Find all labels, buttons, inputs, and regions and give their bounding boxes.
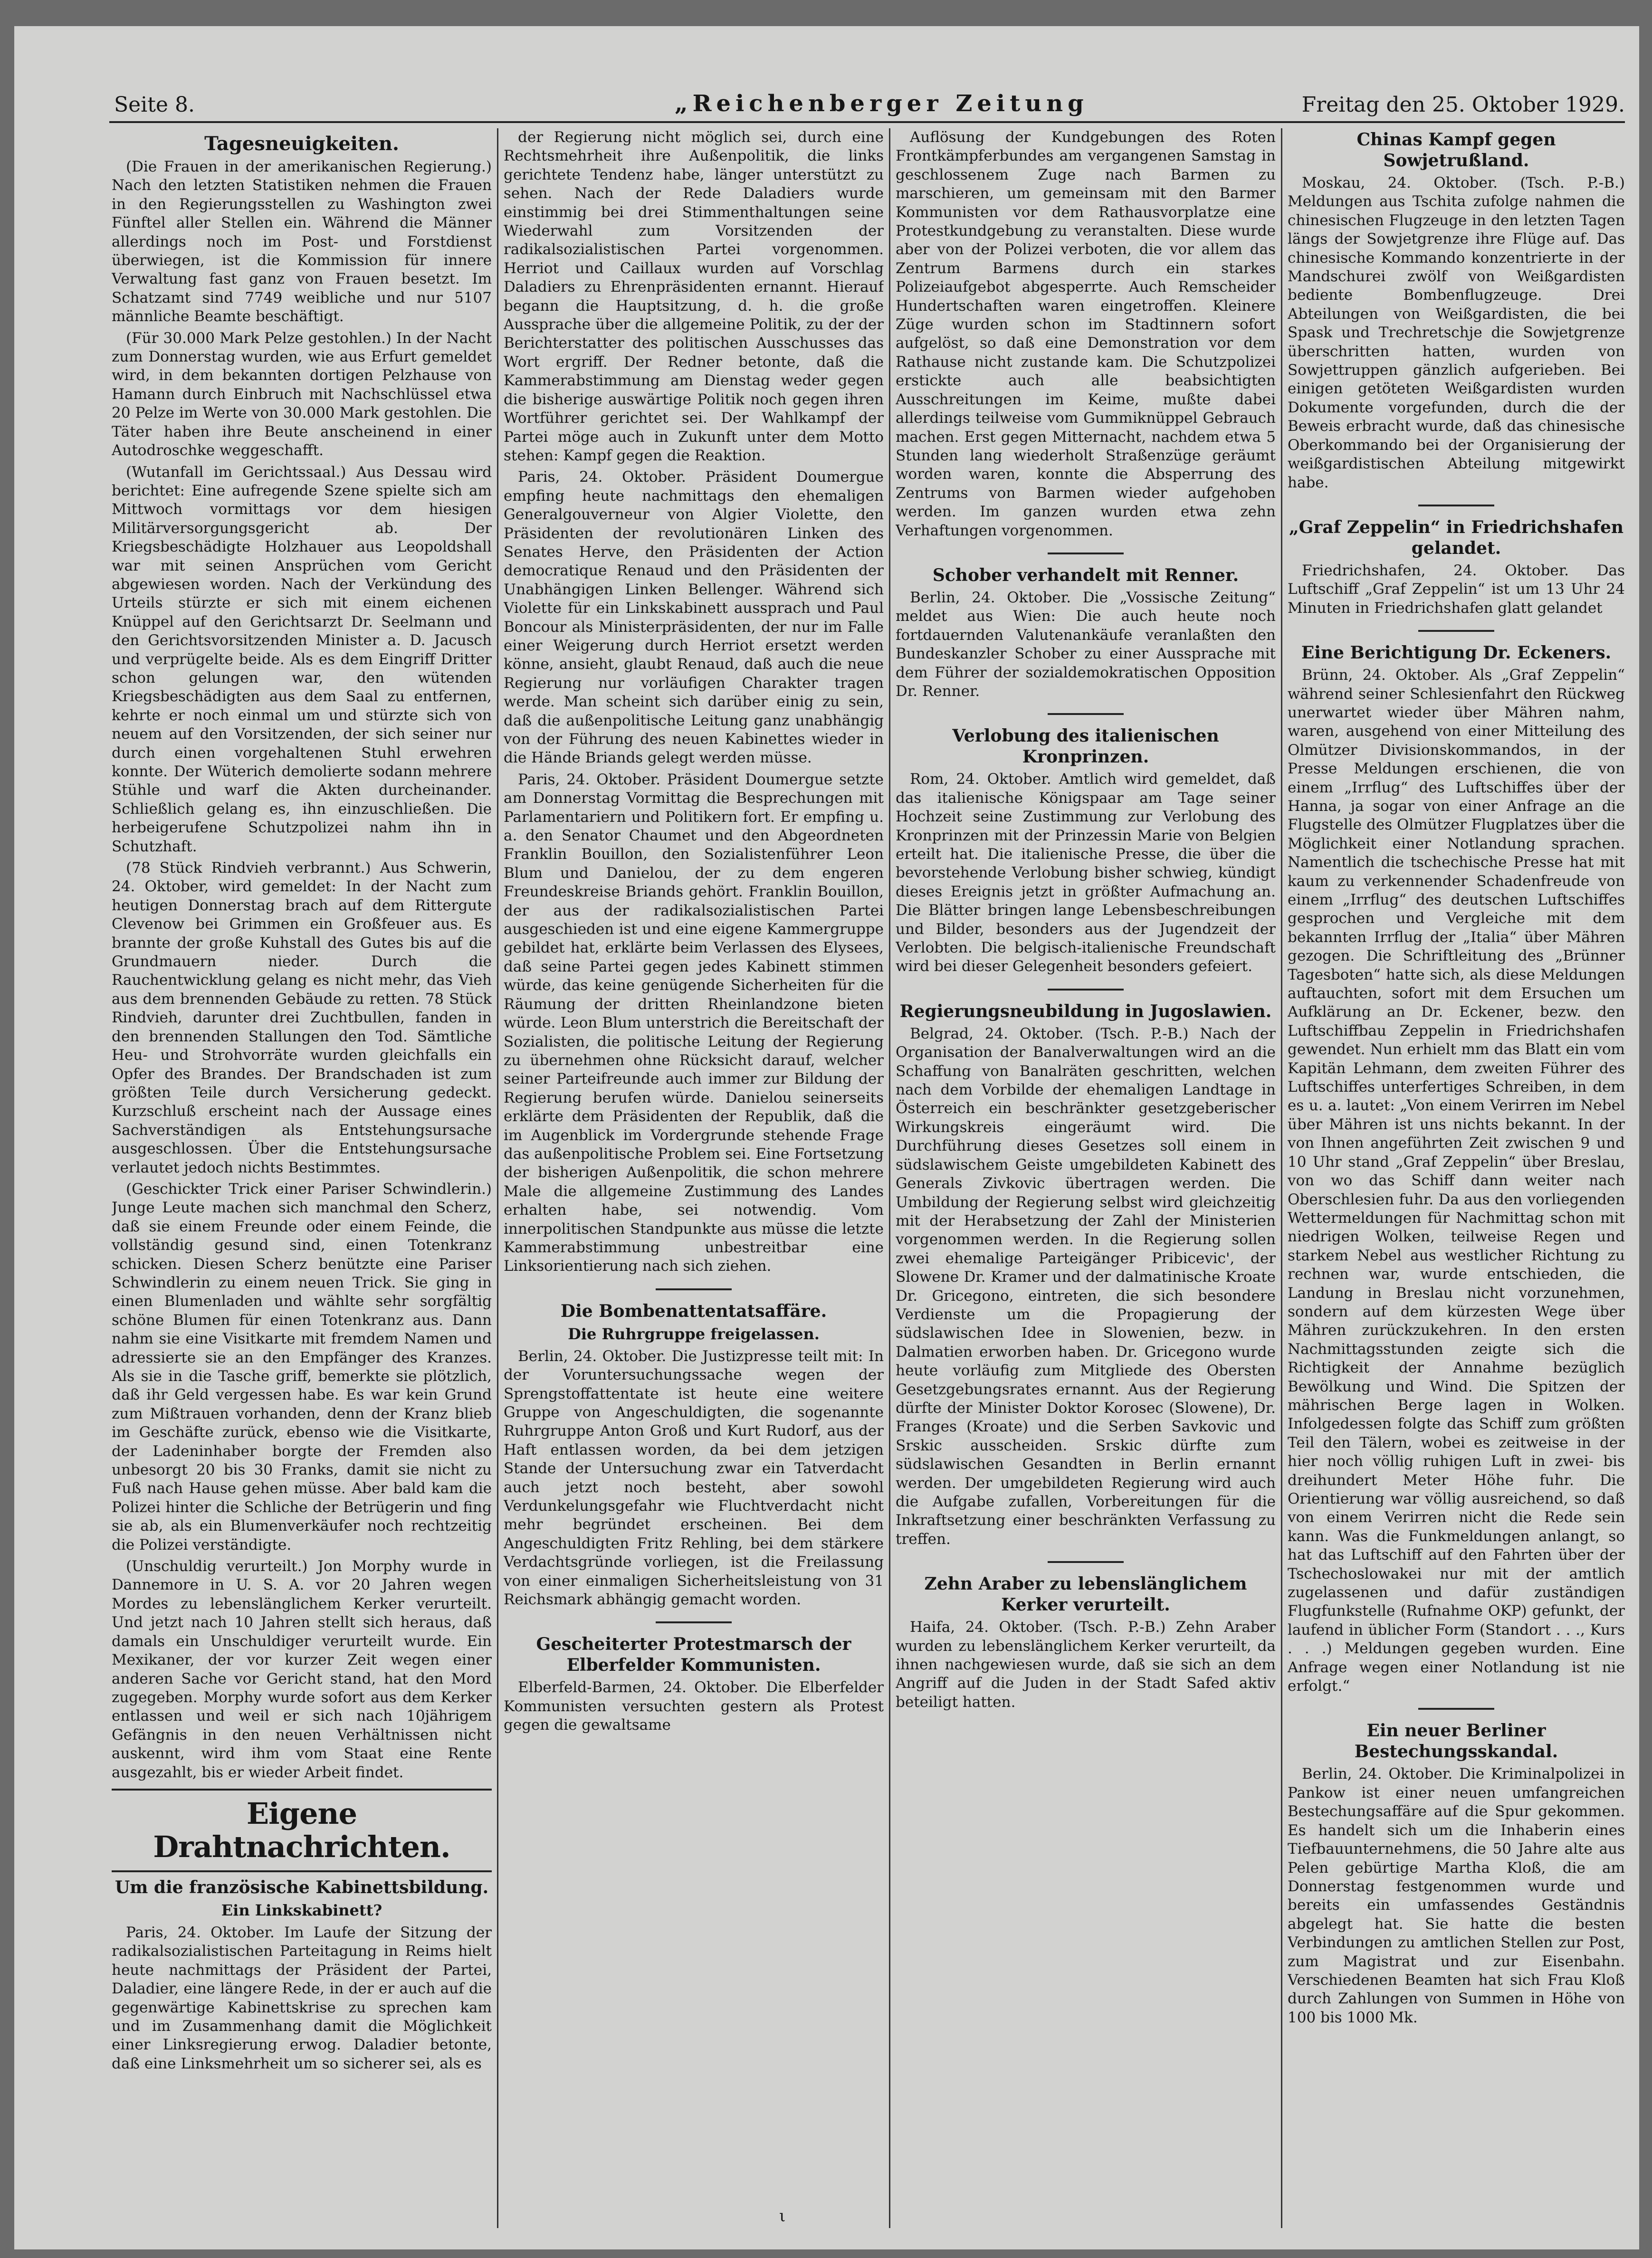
article-headline: Eine Berichtigung Dr. Eckeners. bbox=[1301, 643, 1612, 663]
newspaper-title: „Reichenberger Zeitung bbox=[675, 90, 1089, 117]
article-headline: „Graf Zeppelin“ in Friedrichshafen gelandet. bbox=[1289, 517, 1624, 558]
article-paragraph: Belgrad, 24. Oktober. (Tsch. P.-B.) Nach der Organisation der Banalverwaltungen wird an die Schaffung von Banalräten geschritten, welchen nach dem Vorbilde der ehemaligen Landtage in Österreich ein beschränkter gesetzgeberischer Wirkungskreis eingeräumt wird. Die Durchführung dieses Gesetzes soll einem in südslawischem Geiste umgebildeten Kabinett des Generals Zivkovic übertragen werden. Die Umbildung der Regierung selbst wird gleichzeitig mit der Herabsetzung der Zahl der Ministerien vorgenommen werden. In die Regierung sollen zwei ehemalige Parteigänger Pribicevic', der Slowene Dr. Kramer und der dalmatinische Kroate Dr. Gricegono, eintreten, die sich besondere Verdienste um die Propagierung der südslawischen Idee in Slowenien, bezw. in Dalmatien erworben haben. Dr. Gricegono wurde heute vorläufig zum Mitgliede des Obersten Gesetzgebungsrates ernannt. Aus der Regierung dürfte der Minister Doktor Korosec (Slowene), Dr. Franges (Kroate) und die Serben Savkovic und Srskic ausscheiden. Srskic dürfte zum südslawischen Gesandten in Berlin ernannt werden. Der umgebildeten Regierung wird auch die Aufgabe zufallen, Vorbereitungen für die Inkraftsetzung einer beschränkten Verfassung zu treffen. bbox=[896, 1025, 1276, 1548]
column-1 bbox=[112, 128, 492, 2238]
section-rule bbox=[112, 1870, 492, 1872]
page-number: Seite 8. bbox=[114, 93, 195, 117]
article-headline: Die Bombenattentatsaffäre. bbox=[560, 1301, 827, 1321]
newspaper-page bbox=[14, 26, 1639, 2249]
article-paragraph: (Geschickter Trick einer Pariser Schwindlerin.) Junge Leute machen sich manchmal den Scherz, daß sie einem Freunde oder einem Feinde, die vollständig gesund sind, einen Totenkranz schicken. Diesen Scherz benützte eine Pariser Schwindlerin zu einem neuen Trick. Sie ging in einen Blumenladen und wählte sehr sorgfältig schöne Blumen für einen Totenkranz aus. Dann nahm sie eine Visitkarte mit fremdem Namen und adressierte sie an den Empfänger des Kranzes. Als sie in die Tasche griff, bemerkte sie plötzlich, daß ihr Geld vergessen habe. Es war kein Grund zum Mißtrauen vorhanden, denn der Kranz blieb im Geschäfte zurück, ebenso wie die Visitkarte, der Ladeninhaber borgte der Fremden also unbesorgt 20 bis 30 Franks, damit sie nicht zu Fuß nach Hause gehen müsse. Aber bald kam die Polizei hinter die Schliche der Betrügerin und fing sie ab, als ein Blumenverkäufer noch rechtzeitig die Polizei verständigte. bbox=[112, 1180, 492, 1553]
article-paragraph: Paris, 24. Oktober. Präsident Doumergue empfing heute nachmittags den ehemaligen Generalgouverneur von Algier Violette, den Präsidenten der revolutionären Linken des Senates Herve, den Präsidenten der Action democratique Renaud und den Präsidenten der Unabhängigen Linken Bellenger. Während sich Violette für ein Linkskabinett aussprach und Paul Boncour als Ministerpräsidenten, der nur im Falle einer Weigerung durch Herriot ersetzt werden könne, ansieht, glaubt Renaud, daß auch die neue Regierung nur vorläufigen Charakter tragen werde. Man scheint sich darüber einig zu sein, daß die außenpolitische Leitung ganz unabhängig von der Führung des neuen Kabinettes wieder in die Hände Briands gelegt werden müsse. bbox=[504, 468, 884, 767]
article-headline: Verlobung des italienischen Kronprinzen. bbox=[952, 726, 1219, 767]
article-separator bbox=[656, 1288, 732, 1290]
article-subheadline: Die Ruhrgruppe freigelassen. bbox=[568, 1324, 820, 1343]
article-paragraph: (Für 30.000 Mark Pelze gestohlen.) In der Nacht zum Donnerstag wurden, wie aus Erfurt gemeldet wird, in dem bekannten dortigen Pelzhause von Hamann durch Einbruch mit Nachschlüssel etwa 20 Pelze im Werte von 30.000 Mark gestohlen. Die Täter haben ihre Beute anscheinend in einer Autodroschke weggeschafft. bbox=[112, 329, 492, 459]
article-separator bbox=[1048, 1561, 1124, 1563]
article-headline: Ein neuer Berliner Bestechungsskandal. bbox=[1354, 1721, 1558, 1762]
issue-date: Freitag den 25. Oktober 1929. bbox=[1301, 93, 1625, 117]
article-paragraph: Brünn, 24. Oktober. Als „Graf Zeppelin“ während seiner Schlesienfahrt den Rückweg unerwartet wieder über Mähren nahm, waren, ausgehend von einer Mitteilung des Olmützer Divisionskommandos, in der Presse Meldungen erschienen, die von einem „Irrflug“ des Luftschiffes über der Hanna, ja sogar von einer Anfrage an die Flugstelle des Olmützer Flugplatzes über die Möglichkeit einer Notlandung sprachen. Namentlich die tschechische Presse hat mit kaum zu verkennender Schadenfreude von einem „Irrflug“ des deutschen Luftschiffes gesprochen und Vergleiche mit dem bekannten Irrflug der „Italia“ über Mähren gezogen. Die Schriftleitung des „Brünner Tagesboten“ hatte sich, als diese Meldungen auftauchten, sofort mit dem Ersuchen um Aufklärung an Dr. Eckener, bezw. den Luftschiffbau Zeppelin in Friedrichshafen gewendet. Nun erhielt mm das Blatt ein vom Kapitän Lehmann, dem zweiten Führer des Luftschiffes unterfertiges Schreiben, in dem es u. a. lautet: „Von einem Verirren im Nebel über Mähren ist uns nichts bekannt. In der von Ihnen angeführten Zeit zwischen 9 und 10 Uhr stand „Graf Zeppelin“ über Breslau, von wo das Schiff dann weiter nach Oberschlesien fuhr. Da aus den vorliegenden Wettermeldungen für Nachmittag schon mit niedrigen Wolken, teilweise Regen und starkem Nebel aus westlicher Richtung zu rechnen war, wurde entschieden, die Landung in Breslau nicht vorzunehmen, sondern auf dem kürzesten Wege über Mähren zurückzukehren. In den ersten Nachmittagsstunden zeigte sich die Richtigkeit der Annahme bezüglich Bewölkung und Wind. Die Spitzen der mährischen Berge lagen in Wolken. Infolgedessen folgte das Schiff zum größten Teil den Tälern, wobei es zeitweise in der hier noch völlig ruhigen Luft in zwei- bis dreihundert Meter Höhe fuhr. Die Orientierung war völlig ausreichend, so daß von einem Verirren nicht die Rede sein kann. Was die Funkmeldungen anlangt, so hat das Luftschiff auf den Fahrten über der Tschechoslowakei nur mit der amtlich zugelassenen und dafür zuständigen Flugfunkstelle (Rufnahme OKP) gefunkt, der laufend in üblicher Form (Standort . . ., Kurs . . .) Meldungen gegeben wurden. Eine Anfrage wegen einer Notlandung ist nie erfolgt.“ bbox=[1288, 667, 1625, 1695]
article-separator bbox=[1418, 630, 1494, 632]
article-separator bbox=[1418, 505, 1494, 506]
article-separator bbox=[1418, 1708, 1494, 1710]
article-paragraph: Berlin, 24. Oktober. Die Kriminalpolizei in Pankow ist einer neuen umfangreichen Bestechungsaffäre auf die Spur gekommen. Es handelt sich um die Inhaberin eines Tiefbauunternehmens, die 50 Jahre alte aus Pelen gebürtige Martha Kloß, die am Donnerstag festgenommen wurde und bereits ein umfassendes Geständnis abgelegt hat. Sie hatte die besten Verbindungen zu amtlichen Stellen zur Post, zum Magistrat und zur Eisenbahn. Verschiedenen Beamten hat sich Frau Kloß durch Zahlungen von Summen in Höhe von 100 bis 1000 Mk. bbox=[1288, 1765, 1625, 2026]
article-paragraph: Rom, 24. Oktober. Amtlich wird gemeldet, daß das italienische Königspaar am Tage seiner Hochzeit seine Zustimmung zur Verlobung des Kronprinzen mit der Prinzessin Marie von Belgien erteilt hat. Die italienische Presse, die über die bevorstehende Verlobung bisher schwieg, kündigt dieses Ereignis jetzt in größter Aufmachung an. Die Blätter bringen lange Lebensbeschreibungen und Bilder, besonders aus der Jugendzeit der Verlobten. Die belgisch-italienische Freundschaft wird bei dieser Gelegenheit besonders gefeiert. bbox=[896, 771, 1276, 975]
article-headline: Schober verhandelt mit Renner. bbox=[932, 565, 1239, 585]
article-separator bbox=[656, 1621, 732, 1623]
header-rule bbox=[109, 121, 1625, 123]
article-headline: Gescheiterter Protestmarsch der Elberfelder Kommunisten. bbox=[536, 1634, 851, 1676]
article-headline: Regierungsneubildung in Jugoslawien. bbox=[899, 1001, 1272, 1021]
section-heading-drahtnachrichten: Eigene Drahtnachrichten. bbox=[153, 1796, 450, 1864]
section-rule bbox=[112, 1789, 492, 1791]
article-paragraph: Berlin, 24. Oktober. Die „Vossische Zeitung“ meldet aus Wien: Die auch heute noch fortdauernden Valutenankäufe veranlaßten den Bundeskanzler Schober zu einer Aussprache mit dem Führer der sozialdemokratischen Opposition Dr. Renner. bbox=[896, 589, 1276, 700]
article-paragraph: (Unschuldig verurteilt.) Jon Morphy wurde in Dannemore in U. S. A. vor 20 Jahren wegen Mordes zu lebenslänglichem Kerker verurteilt. Und jetzt nach 10 Jahren stellt sich heraus, daß damals ein Unschuldiger verurteilt wurde. Ein Mexikaner, der vor kurzer Zeit wegen einer anderen Sache vor Gericht stand, hat den Mord zugegeben. Morphy wurde sofort aus dem Kerker entlassen und weil er sich nach 10jährigem Gefängnis in den neuen Verhältnissen nicht auskennt, wird ihm vom Staat eine Rente ausgezahlt, bis er wieder Arbeit findet. bbox=[112, 1558, 492, 1781]
column-divider bbox=[889, 128, 890, 2228]
article-paragraph: der Regierung nicht möglich sei, durch eine Rechtsmehrheit ihre Außenpolitik, die links gerichtete Tendenz habe, länger unterstützt zu sehen. Nach der Rede Daladiers wurde einstimmig bei drei Stimmenthaltungen seine Wiederwahl zum Vorsitzenden der radikalsozialistischen Partei vorgenommen. Herriot und Caillaux wurden auf Vorschlag Daladiers zu Ehrenpräsidenten ernannt. Hierauf begann die Hauptsitzung, d. h. die große Aussprache über die allgemeine Politik, zu der der Berichterstatter des politischen Ausschusses das Wort ergriff. Der Redner betonte, daß die Kammerabstimmung am Dienstag weder gegen die bisherige auswärtige Politik noch gegen ihren Wortführer gerichtet sei. Der Wahlkampf der Partei möge auch in Zukunft unter dem Motto stehen: Kampf gegen die Reaktion. bbox=[504, 129, 884, 464]
article-paragraph: Berlin, 24. Oktober. Die Justizpresse teilt mit: In der Voruntersuchungssache wegen der Sprengstoffattentate ist heute eine weitere Gruppe von Angeschuldigten, die sogenannte Ruhrgruppe Anton Groß und Kurt Rudorf, aus der Haft entlassen worden, da bei dem jetzigen Stande der Untersuchung zwar ein Tatverdacht auch jetzt noch besteht, aber sowohl Verdunkelungsgefahr wie Fluchtverdacht nicht mehr begründet erscheinen. Bei dem Angeschuldigten Fritz Rehling, bei dem stärkere Verdachtsgründe vorliegen, ist die Freilassung von einer einmaligen Sicherheitsleistung von 31 Reichsmark abhängig gemacht worden. bbox=[504, 1347, 884, 1609]
article-paragraph: Auflösung der Kundgebungen des Roten Frontkämpferbundes am vergangenen Samstag in geschlossenem Zuge nach Barmen zu marschieren, um gemeinsam mit den Barmer Kommunisten vor dem Rathausvorplatze eine Protestkundgebung zu veranstalten. Diese wurde aber von der Polizei verboten, die vor allem das Zentrum Barmens durch ein starkes Polizeiaufgebot abgesperrte. Auch Remscheider Hundertschaften waren eingetroffen. Kleinere Züge wurden schon im Stadtinnern sofort aufgelöst, so daß eine Demonstration vor dem Rathause nicht zustande kam. Die Schutzpolizei erstickte auch alle beabsichtigten Ausschreitungen im Keime, mußte dabei allerdings teilweise vom Gummiknüppel Gebrauch machen. Erst gegen Mitternacht, nachdem etwa 5 Stunden lang wiederholt Straßenzüge geräumt worden waren, konnte die Absperrung des Zentrums von Barmen wieder aufgehoben werden. Im ganzen wurden etwa zehn Verhaftungen vorgenommen. bbox=[896, 129, 1276, 539]
article-paragraph: Moskau, 24. Oktober. (Tsch. P.-B.) Meldungen aus Tschita zufolge nahmen die chinesischen Flugzeuge in den letzten Tagen längs der Sowjetgrenze ihre Flüge auf. Das chinesische Kommando konzentrierte in der Mandschurei zwölf von Weißgardisten bediente Bombenflugzeuge. Drei Abteilungen von Weißgardisten, die bei Spask und Trechretschje die Sowjetgrenze überschritten hatten, wurden von Sowjettruppen gänzlich aufgerieben. Bei einigen getöteten Weißgardisten wurden Dokumente vorgefunden, durch die der Beweis erbracht wurde, daß das chinesische Oberkommando bei der Organisierung der weißgardistischen Abteilung mitgewirkt habe. bbox=[1288, 174, 1625, 491]
article-headline: Zehn Araber zu lebenslänglichem Kerker verurteilt. bbox=[924, 1574, 1247, 1615]
article-separator bbox=[1048, 989, 1124, 991]
article-paragraph: Haifa, 24. Oktober. (Tsch. P.-B.) Zehn Araber wurden zu lebenslänglichem Kerker verurteilt, da ihnen nachgewiesen wurde, daß sie sich an dem Angriff auf die Juden in der Stadt Safed aktiv beteiligt hatten. bbox=[896, 1619, 1276, 1711]
page-header bbox=[14, 26, 1639, 121]
article-subheadline: Ein Linkskabinett? bbox=[221, 1901, 382, 1919]
article-paragraph: Paris, 24. Oktober. Präsident Doumergue setzte am Donnerstag Vormittag die Besprechungen mit Parlamentariern und Politikern fort. Er empfing u. a. den Senator Chaumet und den Abgeordneten Franklin Bouillon, den Sozialistenführer Leon Blum und Danielou, der zu dem engeren Freundeskreise Briands gehört. Franklin Bouillon, der aus der radikalsozialistischen Partei ausgeschieden ist und eine eigene Kammergruppe gebildet hat, erklärte beim Verlassen des Elysees, daß seine Partei gegen jedes Kabinett stimmen würde, das keine genügende Sicherheiten für die Räumung der dritten Rheinlandzone bieten würde. Leon Blum unterstrich die Bereitschaft der Sozialisten, die politische Leitung der Regierung zu übernehmen ohne Rücksicht darauf, welcher seiner Parteifreunde auch immer zur Bildung der Regierung berufen würde. Danielou seinerseits erklärte dem Präsidenten der Republik, daß die im Augenblick im Vordergrunde stehende Frage das außenpolitische Problem sei. Eine Fortsetzung der bisherigen Außenpolitik, die schon mehrere Male die allgemeine Zustimmung des Landes erhalten habe, sei notwendig. Vom innerpolitischen Standpunkte aus müsse die letzte Kammerabstimmung unbestreitbar eine Linksorientierung nach sich ziehen. bbox=[504, 771, 884, 1275]
article-paragraph: Paris, 24. Oktober. Im Laufe der Sitzung der radikalsozialistischen Parteitagung in Reims hielt heute nachmittags der Präsident der Partei, Daladier, eine längere Rede, in der er auch auf die gegenwärtige Kabinettskrise zu sprechen kam und im Zusammenhang damit die Möglichkeit einer Linksregierung erwog. Daladier betonte, daß eine Linksmehrheit um so sicherer sei, als es bbox=[112, 1924, 492, 2072]
column-divider bbox=[1281, 128, 1282, 2228]
article-headline: Chinas Kampf gegen Sowjetrußland. bbox=[1356, 130, 1556, 171]
article-headline: Um die französische Kabinettsbildung. bbox=[115, 1877, 489, 1897]
column-2 bbox=[504, 128, 884, 2238]
article-paragraph: (78 Stück Rindvieh verbrannt.) Aus Schwerin, 24. Oktober, wird gemeldet: In der Nacht zum heutigen Donnerstag brach auf dem Rittergute Clevenow bei Grimmen ein Großfeuer aus. Es brannte der große Kuhstall des Gutes bis auf die Grundmauern nieder. Durch die Rauchentwicklung gelang es nicht mehr, das Vieh aus dem brennenden Gebäude zu retten. 78 Stück Rindvieh, darunter drei Zuchtbullen, fanden in den brennenden Stallungen den Tod. Sämtliche Heu- und Strohvorräte wurden gleichfalls ein Opfer des Brandes. Der Brandschaden ist zum größten Teile durch Versicherung gedeckt. Kurzschluß erscheint nach der Aussage eines Sachverständigen als Entstehungsursache ausgeschlossen. Über die Entstehungsursache verlautet jedoch nichts Bestimmtes. bbox=[112, 859, 492, 1176]
footer-mark: ι bbox=[779, 2207, 786, 2226]
article-paragraph: Friedrichshafen, 24. Oktober. Das Luftschiff „Graf Zeppelin“ ist um 13 Uhr 24 Minuten in Friedrichshafen glatt gelandet bbox=[1288, 562, 1625, 617]
article-paragraph: Elberfeld-Barmen, 24. Oktober. Die Elberfelder Kommunisten versuchten gestern als Protest gegen die gewaltsame bbox=[504, 1679, 884, 1734]
column-3 bbox=[896, 128, 1276, 2238]
column-4 bbox=[1288, 128, 1625, 2238]
article-separator bbox=[1048, 713, 1124, 715]
article-separator bbox=[1048, 553, 1124, 554]
article-paragraph: (Wutanfall im Gerichtssaal.) Aus Dessau wird berichtet: Eine aufregende Szene spielte sich am Mittwoch vormittags vor dem hiesigen Militärversorgungsgericht ab. Der Kriegsbeschädigte Holzhauer aus Leopoldshall war mit seinen Ansprüchen vom Gericht abgewiesen worden. Nach der Verkündung des Urteils stürzte er sich mit einem eichenen Knüppel auf den Gerichtsarzt Dr. Seelmann und den Gerichtsvorsitzenden Minister a. D. Jacusch und verprügelte beide. Als es dem Eingriff Dritter schon gelungen war, den wütenden Kriegsbeschädigten aus dem Saal zu entfernen, kehrte er noch einmal um und stürzte sich von neuem auf den Vorsitzenden, der sich seiner nur durch einen vorgehaltenen Stuhl erwehren konnte. Der Wüterich demolierte sodann mehrere Stühle und warf die Akten durcheinander. Schließlich gelang es, ihn einzuschließen. Die herbeigerufene Schutzpolizei nahm ihn in Schutzhaft. bbox=[112, 463, 492, 855]
column-divider bbox=[497, 128, 498, 2228]
section-heading-tagesneuigkeiten: Tagesneuigkeiten. bbox=[204, 133, 399, 155]
article-paragraph: (Die Frauen in der amerikanischen Regierung.) Nach den letzten Statistiken nehmen die Frauen in den Regierungsstellen zu Washington zwei Fünftel aller Stellen ein. Während die Männer allerdings noch im Post- und Forstdienst überwiegen, ist die Kommission für innere Verwaltung fast ganz von Frauen besetzt. Im Schatzamt sind 7749 weibliche und nur 5107 männliche Beamte beschäftigt. bbox=[112, 158, 492, 325]
